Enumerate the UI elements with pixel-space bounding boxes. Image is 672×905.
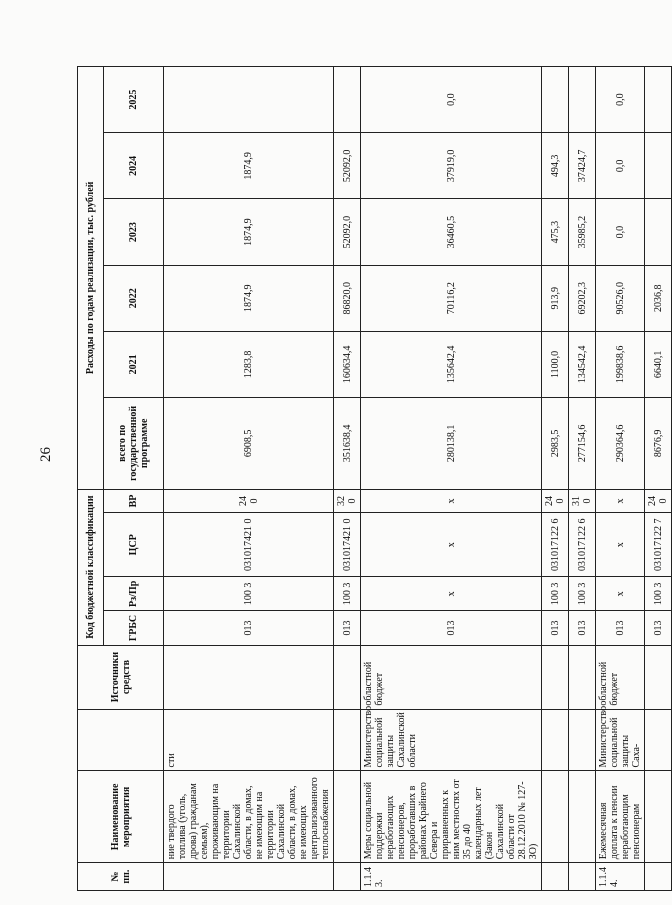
cell-total: 351638,4 <box>334 397 361 489</box>
cell-vr: 24 0 <box>164 489 334 513</box>
cell-year-2025 <box>645 67 672 133</box>
cell-grbs: 013 <box>596 611 645 645</box>
cell-rzpr: x <box>596 577 645 611</box>
cell-year-2024: 494,3 <box>542 133 569 199</box>
header-total: всего по государственной программе <box>104 397 164 489</box>
cell-name: Ежемесячная доплата к пенсии неработающим пенсионерам <box>596 771 645 863</box>
cell-no <box>569 863 596 891</box>
cell-year-2021: 1283,8 <box>164 331 334 397</box>
cell-year-2021: 135642,4 <box>361 331 542 397</box>
cell-no: 1.1.4 3. <box>361 863 542 891</box>
cell-csr: 031017122 6 <box>569 513 596 577</box>
cell-rzpr: 100 3 <box>569 577 596 611</box>
cell-year-2024: 37919,0 <box>361 133 542 199</box>
cell-year-2023: 0,0 <box>596 199 645 265</box>
cell-grbs: 013 <box>569 611 596 645</box>
cell-year-2022: 90526,0 <box>596 265 645 331</box>
cell-grbs: 013 <box>361 611 542 645</box>
cell-year-2024: 37424,7 <box>569 133 596 199</box>
cell-vr: x <box>596 489 645 513</box>
cell-year-2024 <box>645 133 672 199</box>
header-year-2025: 2025 <box>104 67 164 133</box>
cell-vr: x <box>361 489 542 513</box>
cell-vr: 31 0 <box>569 489 596 513</box>
header-name: Наименование мероприятия <box>78 771 164 863</box>
cell-csr: 031017122 7 <box>645 513 672 577</box>
cell-executor <box>542 709 569 771</box>
cell-grbs: 013 <box>645 611 672 645</box>
cell-no <box>334 863 361 891</box>
cell-total: 8676,9 <box>645 397 672 489</box>
cell-total: 277154,6 <box>569 397 596 489</box>
cell-year-2022: 1874,9 <box>164 265 334 331</box>
header-vr: ВР <box>104 489 164 513</box>
cell-year-2024: 52092,0 <box>334 133 361 199</box>
cell-year-2023: 35985,2 <box>569 199 596 265</box>
header-grbs: ГРБС <box>104 611 164 645</box>
cell-year-2025 <box>542 67 569 133</box>
cell-rzpr: x <box>361 577 542 611</box>
cell-year-2022: 70116,2 <box>361 265 542 331</box>
cell-rzpr: 100 3 <box>645 577 672 611</box>
cell-rzpr: 100 3 <box>334 577 361 611</box>
cell-vr: 24 0 <box>542 489 569 513</box>
cell-csr: 031017421 0 <box>164 513 334 577</box>
cell-executor <box>645 709 672 771</box>
cell-vr: 24 0 <box>645 489 672 513</box>
cell-year-2021: 1100,0 <box>542 331 569 397</box>
cell-executor: Министерство социальной защиты Сахалинской области <box>361 709 542 771</box>
cell-rzpr: 100 3 <box>542 577 569 611</box>
cell-no: 1.1.4 4. <box>596 863 645 891</box>
cell-year-2024: 0,0 <box>596 133 645 199</box>
cell-total: 2983,5 <box>542 397 569 489</box>
cell-name <box>542 771 569 863</box>
cell-no <box>645 863 672 891</box>
cell-grbs: 013 <box>542 611 569 645</box>
cell-year-2022: 913,9 <box>542 265 569 331</box>
cell-year-2025 <box>569 67 596 133</box>
cell-csr: 031017122 6 <box>542 513 569 577</box>
cell-year-2025 <box>334 67 361 133</box>
cell-total: 290364,6 <box>596 397 645 489</box>
cell-csr: x <box>596 513 645 577</box>
cell-name: ние твердого топлива (уголь, дрова) гражданам семьям), проживающим на территории Сахалинской области, в домах, не имеющим на территории Сахалинской области, в домах, не имеющих централизованного теплоснабжения <box>164 771 334 863</box>
cell-year-2021: 199838,6 <box>596 331 645 397</box>
header-year-2023: 2023 <box>104 199 164 265</box>
cell-source <box>542 645 569 709</box>
cell-executor: сти <box>164 709 334 771</box>
cell-vr: 32 0 <box>334 489 361 513</box>
header-year-2021: 2021 <box>104 331 164 397</box>
cell-total: 6908,5 <box>164 397 334 489</box>
cell-no <box>542 863 569 891</box>
cell-year-2023: 1874,9 <box>164 199 334 265</box>
header-rzpr: Рз/Пр <box>104 577 164 611</box>
header-expenses: Расходы по годам реализации, тыс. рублей <box>78 67 104 490</box>
expenses-table <box>77 66 672 891</box>
table-row <box>164 67 334 891</box>
header-source: Источники средств <box>78 645 164 709</box>
table-row <box>645 67 672 891</box>
cell-executor <box>569 709 596 771</box>
cell-total: 280138,1 <box>361 397 542 489</box>
table-row <box>542 67 569 891</box>
cell-csr: 031017421 0 <box>334 513 361 577</box>
cell-year-2023 <box>645 199 672 265</box>
header-executor <box>78 709 164 771</box>
cell-source: областной бюджет <box>361 645 542 709</box>
table-row <box>334 67 361 891</box>
header-csr: ЦСР <box>104 513 164 577</box>
cell-year-2023: 52092,0 <box>334 199 361 265</box>
table-row <box>361 67 542 891</box>
header-year-2022: 2022 <box>104 265 164 331</box>
cell-source <box>645 645 672 709</box>
header-budget-code: Код бюджетной классификации <box>78 489 104 645</box>
cell-csr: x <box>361 513 542 577</box>
cell-grbs: 013 <box>334 611 361 645</box>
cell-executor: Министерство социальной защиты Саха- <box>596 709 645 771</box>
cell-executor <box>334 709 361 771</box>
cell-name <box>645 771 672 863</box>
cell-year-2021: 6640,1 <box>645 331 672 397</box>
table-row <box>569 67 596 891</box>
page-number: 26 <box>38 447 54 462</box>
cell-name: Меры социальной поддержки неработающих пенсионеров, проработавших в районах Крайнего Севера и приравненных к ним местностях от 35 до 40 календарных лет (Закон Сахалинской области от 28.12.2010 № 127-ЗО) <box>361 771 542 863</box>
cell-year-2021: 134542,4 <box>569 331 596 397</box>
header-year-2024: 2024 <box>104 133 164 199</box>
cell-name <box>334 771 361 863</box>
cell-year-2025: 0,0 <box>596 67 645 133</box>
cell-source <box>164 645 334 709</box>
cell-rzpr: 100 3 <box>164 577 334 611</box>
cell-source: областной бюджет <box>596 645 645 709</box>
cell-grbs: 013 <box>164 611 334 645</box>
cell-source <box>334 645 361 709</box>
cell-year-2023: 475,3 <box>542 199 569 265</box>
cell-year-2023: 36460,5 <box>361 199 542 265</box>
cell-year-2022: 69202,3 <box>569 265 596 331</box>
header-no: № пп. <box>78 863 164 891</box>
cell-source <box>569 645 596 709</box>
cell-year-2021: 160634,4 <box>334 331 361 397</box>
cell-no <box>164 863 334 891</box>
rotated-table-wrapper <box>77 66 669 891</box>
cell-year-2025 <box>164 67 334 133</box>
cell-year-2022: 2036,8 <box>645 265 672 331</box>
cell-year-2022: 86820,0 <box>334 265 361 331</box>
table-row <box>596 67 645 891</box>
cell-name <box>569 771 596 863</box>
cell-year-2024: 1874,9 <box>164 133 334 199</box>
cell-year-2025: 0,0 <box>361 67 542 133</box>
